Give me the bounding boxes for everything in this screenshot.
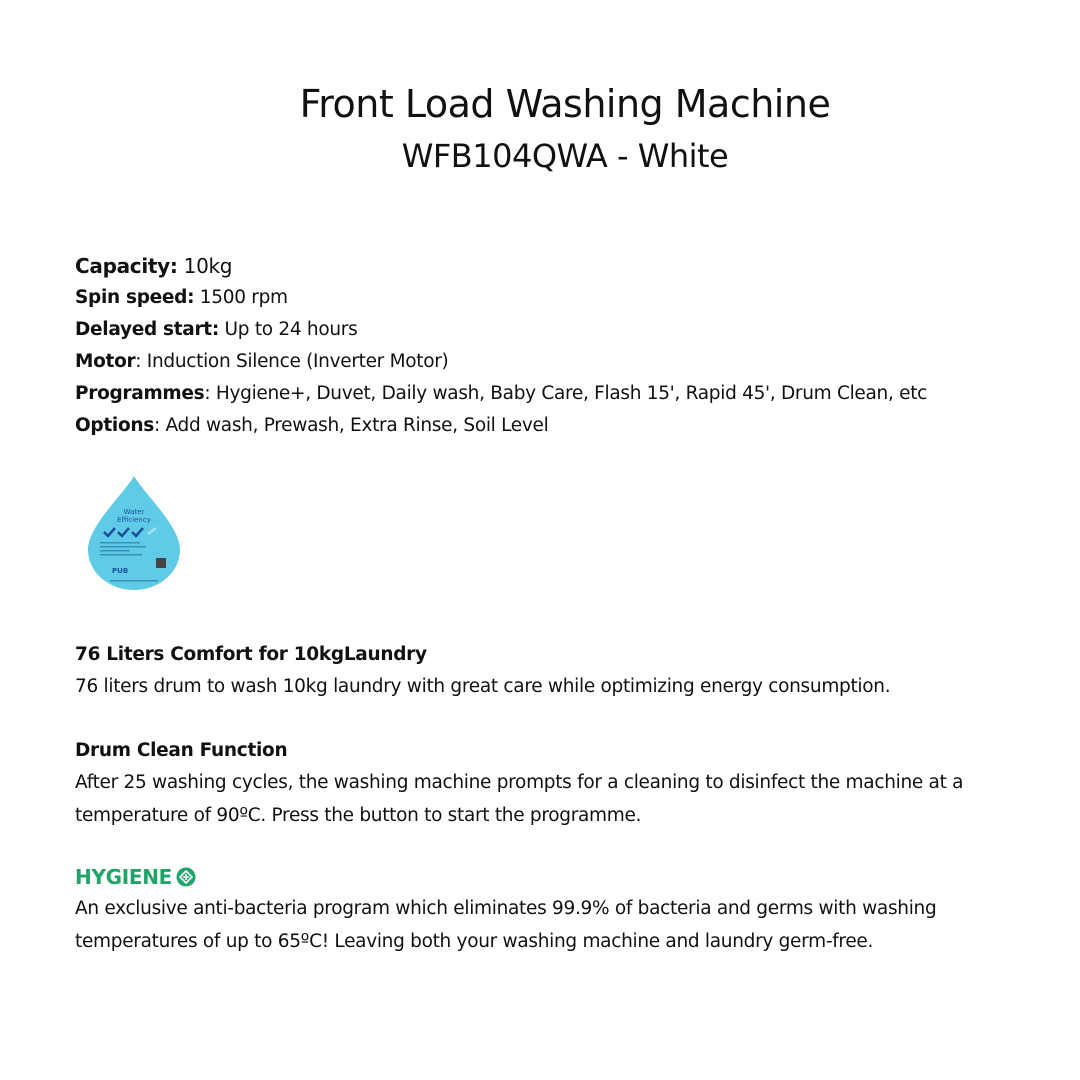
svg-text:Efficiency: Efficiency (117, 516, 151, 524)
hygiene-section (75, 862, 995, 958)
spec-value: 1500 rpm (194, 287, 288, 308)
spec-value: : Hygiene+, Duvet, Daily wash, Baby Care, Flash 15', Rapid 45', Drum Clean, etc (204, 383, 928, 404)
spec-capacity (75, 250, 927, 282)
spec-label: Motor (75, 351, 136, 372)
spec-label: Options (75, 415, 154, 436)
spec-label: Spin speed: (75, 287, 195, 308)
hygiene-heading (75, 862, 995, 892)
drum-clean-section (75, 736, 995, 832)
spec-value: 10kg (177, 254, 233, 278)
spec-label: Capacity: (75, 254, 178, 278)
spec-value: : Add wash, Prewash, Extra Rinse, Soil Level (153, 415, 549, 436)
section-body: An exclusive anti-bacteria program which eliminates 99.9% of bacteria and germs with washing temperatures of up to 65ºC! Leaving both your washing machine and laundry germ-free. (75, 898, 937, 952)
spec-value: Up to 24 hours (218, 319, 358, 340)
section-heading: Drum Clean Function (75, 740, 288, 761)
spec-spin-speed (75, 282, 927, 314)
spec-label: Programmes (75, 383, 205, 404)
svg-text:PUB: PUB (112, 567, 129, 575)
spec-value: : Induction Silence (Inverter Motor) (135, 351, 449, 372)
spec-label: Delayed start: (75, 319, 219, 340)
spec-delayed-start (75, 314, 927, 346)
section-body: 76 liters drum to wash 10kg laundry with great care while optimizing energy consumption. (75, 676, 891, 697)
spec-motor (75, 346, 927, 378)
hygiene-plus-icon (176, 867, 196, 887)
model-subtitle: WFB104QWA - White (401, 137, 729, 175)
section-heading: 76 Liters Comfort for 10kgLaundry (75, 644, 427, 665)
hygiene-label: HYGIENE (75, 865, 173, 889)
drum-capacity-section (75, 640, 995, 703)
spec-list (75, 250, 927, 442)
spec-programmes (75, 378, 927, 410)
section-body: After 25 washing cycles, the washing machine prompts for a cleaning to disinfect the machine at a temperature of 90ºC. Press the button to start the programme. (75, 772, 964, 826)
page-title: Front Load Washing Machine (299, 82, 831, 126)
svg-text:Water: Water (123, 508, 145, 516)
spec-options (75, 410, 927, 442)
water-efficiency-label-icon (86, 474, 182, 592)
